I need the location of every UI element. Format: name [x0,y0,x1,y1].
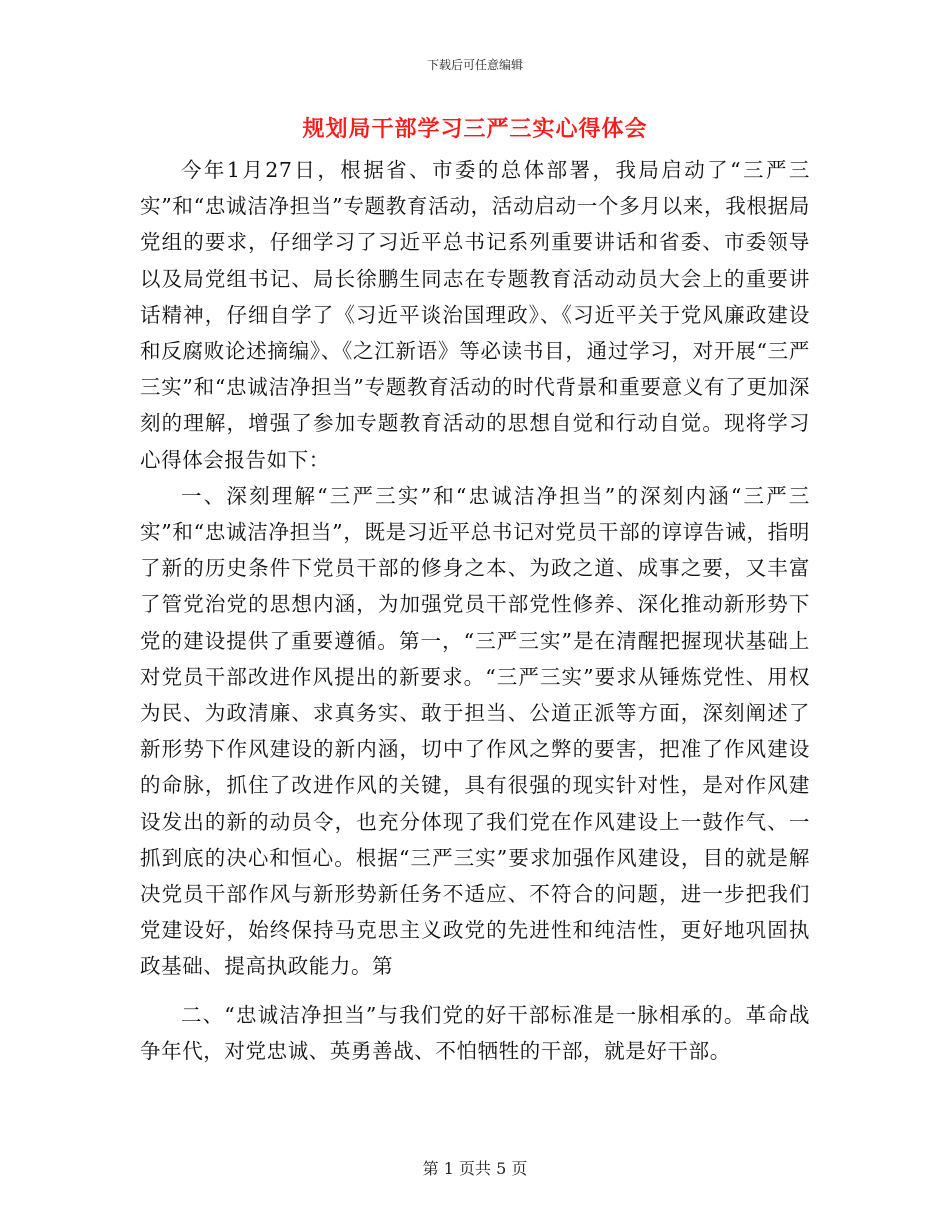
header-note: 下载后可任意编辑 [426,58,523,72]
paragraph-section-one: 一、深刻理解“三严三实”和“忠诚洁净担当”的深刻内涵“三严三实”和“忠诚洁净担当”，既是习近平总书记对党员干部的谆谆告诫，指明了新的历史条件下党员干部的修身之本、为政之道、成事之要，又丰富了管党治党的思想内涵，为加强党员干部党性修养、深化推动新形势下党的建设提供了重要遵循。第一，“三严三实”是在清醒把握现状基础上对党员干部改进作风提出的新要求。“三严三实”要求从锤炼党性、用权为民、为政清廉、求真务实、敢于担当、公道正派等方面，深刻阐述了新形势下作风建设的新内涵，切中了作风之弊的要害，把准了作风建设的命脉，抓住了改进作风的关键，具有很强的现实针对性，是对作风建设发出的新的动员令，也充分体现了我们党在作风建设上一鼓作气、一抓到底的决心和恒心。根据“三严三实”要求加强作风建设，目的就是解决党员干部作风与新形势新任务不适应、不符合的问题，进一步把我们党建设好，始终保持马克思主义政党的先进性和纯洁性，更好地巩固执政基础、提高执政能力。第 [140,483,810,979]
document-body [140,152,810,1069]
paragraph-section-two: 二、“忠诚洁净担当”与我们党的好干部标准是一脉相承的。革命战争年代，对党忠诚、英勇善战、不怕牺牲的干部，就是好干部。 [140,1002,810,1063]
document-title: 规划局干部学习三严三实心得体会 [302,117,648,142]
page-number: 第 1 页共 5 页 [422,1159,528,1178]
paragraph-intro: 今年1月27日，根据省、市委的总体部署，我局启动了“三严三实”和“忠诚洁净担当”专题教育活动，活动启动一个多月以来，我根据局党组的要求，仔细学习了习近平总书记系列重要讲话和省委、市委领导以及局党组书记、局长徐鹏生同志在专题教育活动动员大会上的重要讲话精神，仔细自学了《习近平谈治国理政》、《习近平关于党风廉政建设和反腐败论述摘编》、《之江新语》等必读书目，通过学习，对开展“三严三实”和“忠诚洁净担当”专题教育活动的时代背景和重要意义有了更加深刻的理解，增强了参加专题教育活动的思想自觉和行动自觉。现将学习心得体会报告如下： [140,158,810,472]
